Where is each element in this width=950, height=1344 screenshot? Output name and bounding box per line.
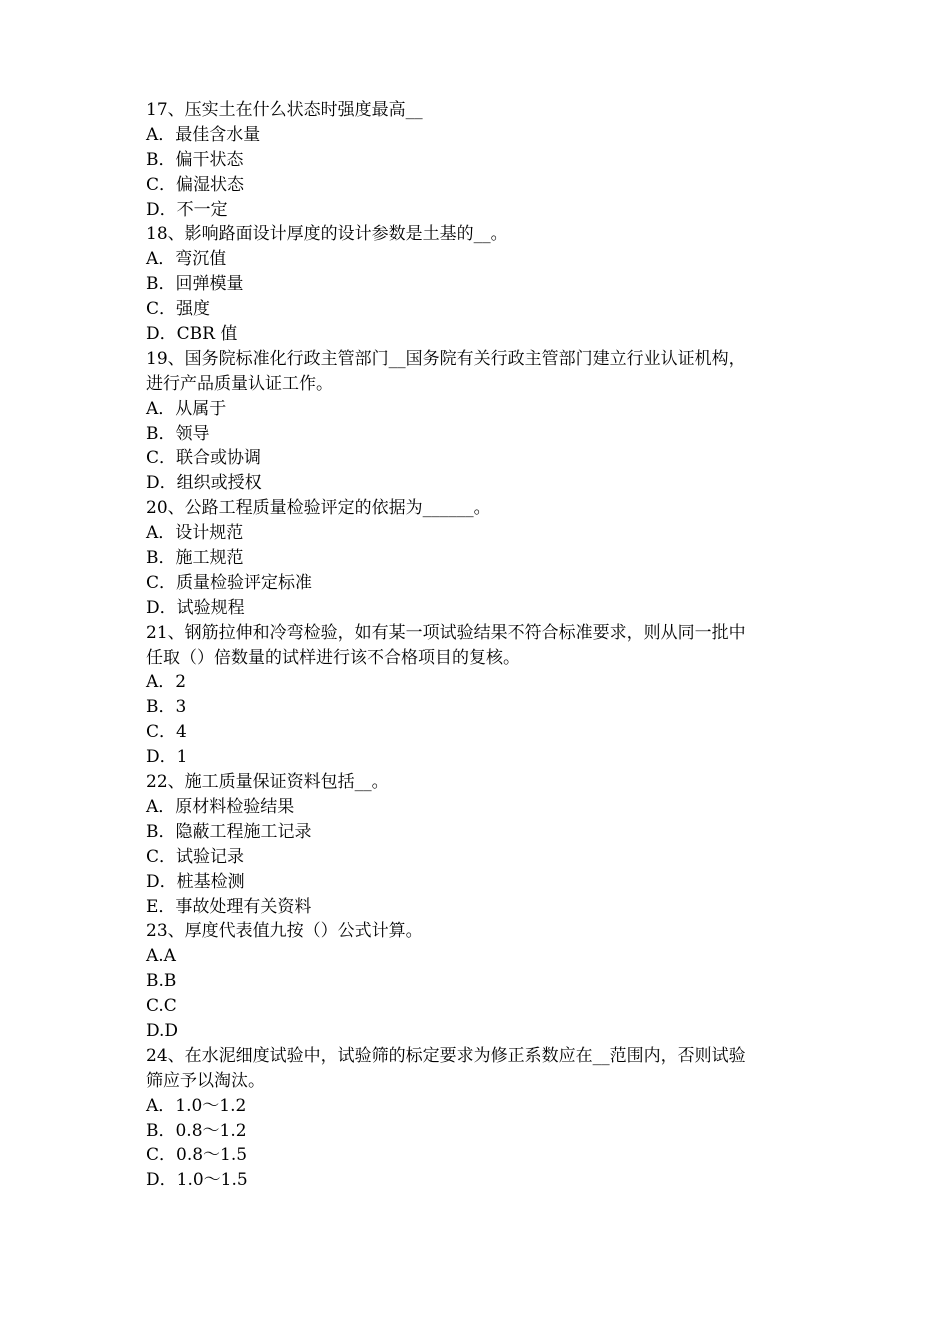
text-line: D．CBR 值 <box>146 324 238 345</box>
text-line: C．联合或协调 <box>146 448 262 469</box>
text-line: B.B <box>146 971 177 992</box>
text-line: 22、施工质量保证资料包括__。 <box>146 772 389 793</box>
text-line: C．强度 <box>146 299 211 320</box>
text-line: C．质量检验评定标准 <box>146 572 313 593</box>
text-line: 21、钢筋拉伸和冷弯检验，如有某一项试验结果不符合标准要求，则从同一批中 <box>146 622 746 643</box>
text-line: C．4 <box>146 722 187 743</box>
text-line: A．弯沉值 <box>146 249 227 270</box>
text-line: D．1 <box>146 747 188 768</box>
text-line: D．不一定 <box>146 199 228 220</box>
text-line: E．事故处理有关资料 <box>146 896 312 917</box>
text-line: A．从属于 <box>146 398 227 419</box>
text-line: 20、公路工程质量检验评定的依据为______。 <box>146 498 491 519</box>
text-line: D．桩基检测 <box>146 871 245 892</box>
text-line: B．回弹模量 <box>146 274 244 295</box>
text-line: 筛应予以淘汰。 <box>146 1070 265 1091</box>
text-line: B．施工规范 <box>146 548 244 569</box>
text-line: D．试验规程 <box>146 597 245 618</box>
text-line: D．组织或授权 <box>146 473 262 494</box>
text-line: B．隐蔽工程施工记录 <box>146 821 312 842</box>
text-line: A．2 <box>146 672 187 693</box>
text-line: C.C <box>146 996 177 1017</box>
text-line: C．0.8～1.5 <box>146 1145 248 1166</box>
text-line: D.D <box>146 1020 179 1041</box>
text-line: 进行产品质量认证工作。 <box>146 373 333 394</box>
text-line: 19、国务院标准化行政主管部门__国务院有关行政主管部门建立行业认证机构， <box>146 348 746 369</box>
text-line: B．领导 <box>146 423 210 444</box>
text-line: D．1.0～1.5 <box>146 1170 248 1191</box>
text-line: A.A <box>146 946 176 967</box>
text-line: 23、厚度代表值九按（）公式计算。 <box>146 921 423 942</box>
text-line: B．偏干状态 <box>146 149 244 170</box>
text-line: B．0.8～1.2 <box>146 1120 247 1141</box>
text-line: B．3 <box>146 697 187 718</box>
text-line: C．试验记录 <box>146 846 245 867</box>
text-line: 任取（）倍数量的试样进行该不合格项目的复核。 <box>146 647 520 668</box>
text-line: 24、在水泥细度试验中，试验筛的标定要求为修正系数应在__范围内，否则试验 <box>146 1045 746 1066</box>
text-line: A．原材料检验结果 <box>146 796 295 817</box>
question-list <box>146 98 816 1193</box>
text-line: 18、影响路面设计厚度的设计参数是土基的__。 <box>146 224 508 245</box>
text-line: A．设计规范 <box>146 523 244 544</box>
text-line: C．偏湿状态 <box>146 174 245 195</box>
text-line: 17、压实土在什么状态时强度最高__ <box>146 100 423 120</box>
text-line: A．1.0～1.2 <box>146 1095 247 1116</box>
text-line: A．最佳含水量 <box>146 124 261 145</box>
